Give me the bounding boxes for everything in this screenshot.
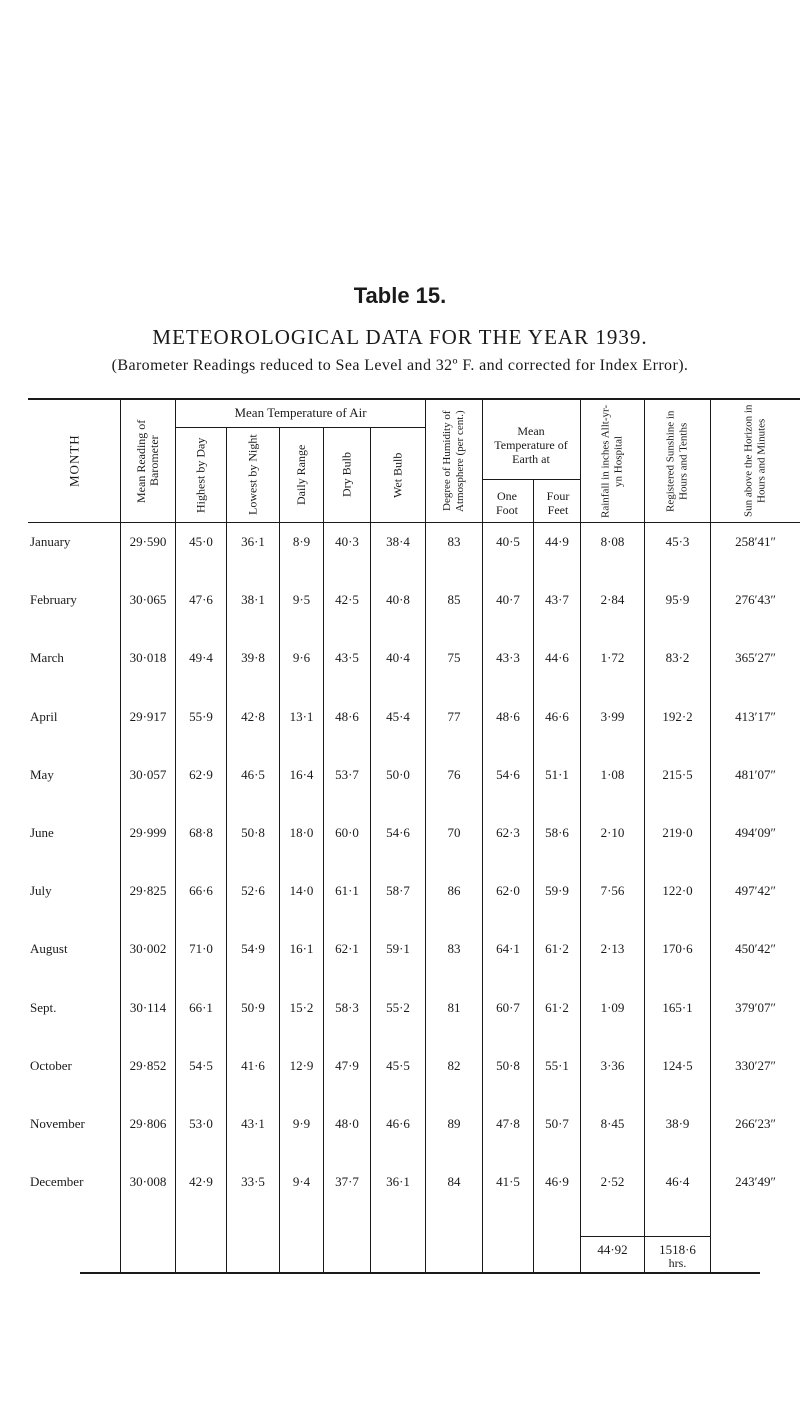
- hum-cell: 86: [447, 883, 461, 899]
- sun-cell: 124·5: [662, 1057, 693, 1073]
- baro-cell: 29·806: [129, 1116, 167, 1131]
- low-cell: 36·1: [241, 534, 265, 549]
- wet-cell: 45·5: [386, 1057, 410, 1073]
- col-rule: [323, 428, 324, 1272]
- high-cell: 68·8: [189, 825, 213, 840]
- header-barometer: Mean Reading of Barometer: [134, 419, 161, 503]
- header-one-foot: One Foot: [495, 489, 518, 517]
- wet-cell: 46·6: [386, 1116, 410, 1131]
- one-cell: 54·6: [496, 766, 520, 782]
- range-cell: 15·2: [289, 999, 314, 1015]
- four-cell: 59·9: [545, 883, 569, 899]
- header-sunshine: Registered Sunshine in Hours and Tenths: [664, 410, 690, 512]
- low-cell: 46·5: [241, 766, 265, 782]
- rain-cell: 1·72: [600, 650, 625, 666]
- table-top-rule: [28, 398, 800, 400]
- sun-cell: 83·2: [665, 650, 690, 666]
- wet-cell: 58·7: [386, 883, 410, 899]
- baro-cell: 30·018: [129, 650, 167, 666]
- range-cell: 9·5: [292, 592, 311, 608]
- month-cell: May: [30, 766, 54, 782]
- header-mean-temp-air: Mean Temperature of Air: [234, 405, 367, 420]
- month-cell: November: [30, 1116, 85, 1131]
- four-cell: 50·7: [545, 1116, 569, 1131]
- one-cell: 50·8: [496, 1057, 520, 1073]
- four-cell: 44·6: [545, 650, 569, 666]
- horizon-cell: 379′07″: [735, 999, 776, 1015]
- hum-cell: 83: [447, 941, 461, 957]
- one-cell: 47·8: [496, 1116, 520, 1131]
- rain-cell: 8·45: [600, 1116, 625, 1131]
- month-cell: January: [30, 534, 71, 549]
- hum-cell: 83: [447, 534, 461, 549]
- rain-cell: 3·36: [600, 1057, 625, 1073]
- low-cell: 50·9: [241, 999, 265, 1015]
- month-cell: July: [30, 883, 52, 899]
- one-cell: 64·1: [496, 941, 520, 957]
- high-cell: 71·0: [189, 941, 213, 957]
- one-cell: 43·3: [496, 650, 520, 666]
- range-cell: 9·6: [292, 650, 311, 666]
- range-cell: 12·9: [289, 1057, 314, 1073]
- high-cell: 54·5: [189, 1057, 213, 1073]
- earth-group-rule: [482, 479, 580, 480]
- baro-cell: 30·065: [129, 592, 167, 608]
- rain-cell: 7·56: [600, 883, 625, 899]
- wet-cell: 54·6: [386, 825, 410, 840]
- col-rule: [226, 428, 227, 1272]
- header-four-feet: Four Feet: [546, 489, 570, 517]
- hum-cell: 82: [447, 1057, 461, 1073]
- four-cell: 58·6: [545, 825, 569, 840]
- header-humidity: Degree of Humidity of Atmosphere (per cent.): [441, 410, 466, 512]
- sun-cell: 122·0: [662, 883, 693, 899]
- dry-cell: 61·1: [335, 883, 359, 899]
- wet-cell: 55·2: [386, 999, 410, 1015]
- four-cell: 61·2: [545, 999, 569, 1015]
- baro-cell: 30·114: [129, 999, 167, 1015]
- high-cell: 62·9: [189, 766, 213, 782]
- sun-cell: 219·0: [662, 825, 693, 840]
- rain-cell: 2·10: [600, 825, 625, 840]
- range-cell: 9·4: [292, 1174, 311, 1190]
- low-cell: 42·8: [241, 708, 265, 724]
- temp-group-rule: [175, 427, 425, 428]
- wet-cell: 38·4: [386, 534, 410, 549]
- four-cell: 55·1: [545, 1057, 569, 1073]
- four-cell: 46·6: [545, 708, 569, 724]
- low-cell: 41·6: [241, 1057, 265, 1073]
- horizon-cell: 497′42″: [735, 883, 776, 899]
- baro-cell: 29·999: [129, 825, 167, 840]
- month-cell: August: [30, 941, 68, 957]
- horizon-cell: 450′42″: [735, 941, 776, 957]
- high-cell: 49·4: [189, 650, 213, 666]
- horizon-cell: 243′49″: [735, 1174, 776, 1190]
- four-cell: 61·2: [545, 941, 569, 957]
- wet-cell: 40·8: [386, 592, 410, 608]
- month-cell: December: [30, 1174, 84, 1190]
- sun-cell: 170·6: [662, 941, 693, 957]
- hum-cell: 84: [447, 1174, 461, 1190]
- dry-cell: 60·0: [335, 825, 359, 840]
- low-cell: 33·5: [241, 1174, 265, 1190]
- one-cell: 48·6: [496, 708, 520, 724]
- high-cell: 66·1: [189, 999, 213, 1015]
- rain-cell: 1·08: [600, 766, 625, 782]
- horizon-cell: 413′17″: [735, 708, 776, 724]
- horizon-cell: 266′23″: [735, 1116, 776, 1131]
- high-cell: 66·6: [189, 883, 213, 899]
- header-dry-bulb: Dry Bulb: [339, 452, 354, 498]
- total-rainfall: 44·92: [597, 1242, 628, 1257]
- total-sunshine: 1518·6: [659, 1242, 696, 1257]
- horizon-cell: 494′09″: [735, 825, 776, 840]
- month-cell: February: [30, 592, 77, 608]
- horizon-cell: 258′41″: [735, 534, 776, 549]
- rain-cell: 2·52: [600, 1174, 625, 1190]
- sun-cell: 38·9: [665, 1116, 690, 1131]
- high-cell: 55·9: [189, 708, 213, 724]
- dry-cell: 40·3: [335, 534, 359, 549]
- low-cell: 52·6: [241, 883, 265, 899]
- dry-cell: 58·3: [335, 999, 359, 1015]
- baro-cell: 30·008: [129, 1174, 167, 1190]
- header-lowest-by-night: Lowest by Night: [245, 434, 260, 516]
- header-sun-above-horizon: Sun above the Horizon in Hours and Minutes: [742, 404, 768, 518]
- low-cell: 50·8: [241, 825, 265, 840]
- range-cell: 8·9: [292, 534, 311, 549]
- dry-cell: 37·7: [335, 1174, 359, 1190]
- low-cell: 43·1: [241, 1116, 265, 1131]
- one-cell: 40·5: [496, 534, 520, 549]
- month-cell: April: [30, 708, 58, 724]
- table-heading: METEOROLOGICAL DATA FOR THE YEAR 1939.: [152, 325, 648, 349]
- rain-cell: 8·08: [600, 534, 625, 549]
- hum-cell: 77: [447, 708, 461, 724]
- header-rainfall: Rainfall in inches Allt-yr-yn Hospital: [599, 404, 625, 518]
- high-cell: 45·0: [189, 534, 213, 549]
- range-cell: 18·0: [289, 825, 314, 840]
- hum-cell: 76: [447, 766, 461, 782]
- sun-cell: 95·9: [665, 592, 690, 608]
- one-cell: 62·3: [496, 825, 520, 840]
- month-cell: March: [30, 650, 64, 666]
- month-cell: June: [30, 825, 54, 840]
- header-wet-bulb: Wet Bulb: [390, 452, 405, 498]
- hum-cell: 85: [447, 592, 461, 608]
- baro-cell: 30·057: [129, 766, 167, 782]
- wet-cell: 50·0: [386, 766, 410, 782]
- dry-cell: 42·5: [335, 592, 359, 608]
- baro-cell: 29·852: [129, 1057, 167, 1073]
- dry-cell: 53·7: [335, 766, 359, 782]
- rain-cell: 3·99: [600, 708, 625, 724]
- header-daily-range: Daily Range: [294, 444, 308, 506]
- rain-cell: 2·13: [600, 941, 625, 957]
- table-bottom-rule: [80, 1272, 760, 1274]
- low-cell: 54·9: [241, 941, 265, 957]
- four-cell: 44·9: [545, 534, 569, 549]
- table-subheading: (Barometer Readings reduced to Sea Level and 32º F. and corrected for Index Error).: [111, 357, 689, 374]
- header-highest-by-day: Highest by Day: [193, 437, 208, 513]
- wet-cell: 36·1: [386, 1174, 410, 1190]
- horizon-cell: 276′43″: [735, 592, 776, 608]
- dry-cell: 48·6: [335, 708, 359, 724]
- totals-rule: [580, 1236, 710, 1237]
- wet-cell: 45·4: [386, 708, 410, 724]
- sun-cell: 215·5: [662, 766, 693, 782]
- sun-cell: 46·4: [665, 1174, 690, 1190]
- hum-cell: 81: [447, 999, 461, 1015]
- dry-cell: 47·9: [335, 1057, 359, 1073]
- total-sunshine-unit: hrs.: [668, 1256, 687, 1270]
- range-cell: 9·9: [292, 1116, 311, 1131]
- range-cell: 13·1: [289, 708, 314, 724]
- one-cell: 60·7: [496, 999, 520, 1015]
- one-cell: 40·7: [496, 592, 520, 608]
- baro-cell: 29·917: [129, 708, 167, 724]
- header-month: MONTH: [66, 434, 82, 488]
- four-cell: 51·1: [545, 766, 569, 782]
- one-cell: 41·5: [496, 1174, 520, 1190]
- high-cell: 47·6: [189, 592, 213, 608]
- baro-cell: 30·002: [129, 941, 167, 957]
- rain-cell: 2·84: [600, 592, 625, 608]
- range-cell: 16·1: [289, 941, 314, 957]
- hum-cell: 70: [447, 825, 461, 840]
- four-cell: 43·7: [545, 592, 569, 608]
- dry-cell: 43·5: [335, 650, 359, 666]
- low-cell: 39·8: [241, 650, 265, 666]
- high-cell: 42·9: [189, 1174, 213, 1190]
- one-cell: 62·0: [496, 883, 520, 899]
- low-cell: 38·1: [241, 592, 265, 608]
- rain-cell: 1·09: [600, 999, 625, 1015]
- high-cell: 53·0: [189, 1116, 213, 1131]
- hum-cell: 89: [447, 1116, 461, 1131]
- page-title: Table 15.: [353, 283, 447, 308]
- horizon-cell: 365′27″: [735, 650, 776, 666]
- month-cell: Sept.: [30, 999, 57, 1015]
- range-cell: 16·4: [289, 766, 314, 782]
- baro-cell: 29·590: [129, 534, 167, 549]
- month-cell: October: [30, 1057, 72, 1073]
- horizon-cell: 330′27″: [735, 1057, 776, 1073]
- dry-cell: 62·1: [335, 941, 359, 957]
- header-earth-temp: Mean Temperature of Earth at: [494, 424, 568, 466]
- wet-cell: 40·4: [386, 650, 410, 666]
- header-bottom-rule: [28, 522, 800, 523]
- four-cell: 46·9: [545, 1174, 569, 1190]
- col-rule: [370, 428, 371, 1272]
- hum-cell: 75: [447, 650, 461, 666]
- col-rule: [279, 428, 280, 1272]
- horizon-cell: 481′07″: [735, 766, 776, 782]
- sun-cell: 45·3: [665, 534, 690, 549]
- dry-cell: 48·0: [335, 1116, 359, 1131]
- baro-cell: 29·825: [129, 883, 167, 899]
- sun-cell: 165·1: [662, 999, 693, 1015]
- range-cell: 14·0: [289, 883, 314, 899]
- wet-cell: 59·1: [386, 941, 410, 957]
- sun-cell: 192·2: [662, 708, 693, 724]
